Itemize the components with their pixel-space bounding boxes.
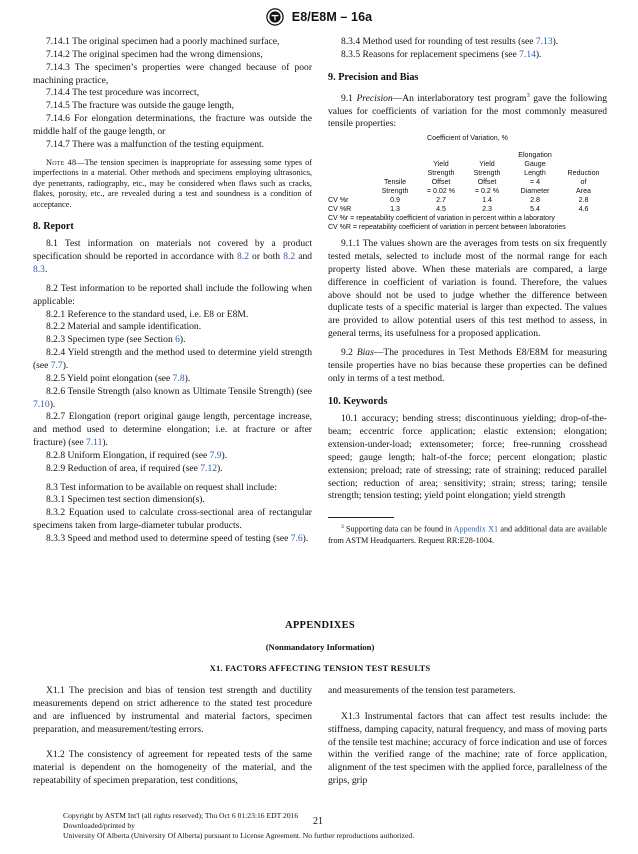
appendix-subtitle: (Nonmandatory Information) <box>265 642 375 652</box>
note-label: Note 48 <box>46 157 77 167</box>
table-footnote: CV %R = repeatability coefficient of variation in percent between laboratories <box>328 224 566 232</box>
section-10-heading: 10. Keywords <box>328 395 388 407</box>
table-cell: 0.9 <box>390 196 400 205</box>
list-item: 7.14.3 The specimen’s properties were changed because of poor machining practice, <box>33 61 312 86</box>
paragraph-8-2-1: 8.2.1 Reference to the standard used, i.e. E8 or E8M. <box>46 308 249 320</box>
paragraph-8-3-3: 8.3.3 Speed and method used to determine speed of testing (see 7.6). <box>46 532 309 544</box>
table-cell: 2.8 <box>578 196 589 205</box>
astm-logo-icon <box>266 8 284 26</box>
table-cell: 4.5 <box>436 205 446 214</box>
paragraph-10-1: 10.1 accuracy; bending stress; discontinuous yielding; drop-of-the-beam; eccentric force application; elastic extension; elongation; extension-under-load; extensometer; force; free-running crosshead speed; gauge length; halt-of-the force; percent elongation; plastic extension; preload; rate of stressing; rate of straining; reduced parallel section; reduction of area; sensitivity; strain; stress; taring; tensile strength; tension testing; yield point elongation; yield strength <box>328 413 607 502</box>
list-item: 7.14.1 The original specimen had a poorly machined surface, <box>46 36 280 47</box>
table-header-cell: Elongation Gauge Length = 4 Diameter <box>518 151 552 196</box>
download-line: Downloaded/printed by <box>63 820 135 830</box>
appendix-title: APPENDIXES <box>284 620 356 631</box>
table-grid <box>328 151 607 214</box>
appendix-heading-block <box>33 620 607 673</box>
paragraph-8-2-2: 8.2.2 Material and sample identification. <box>46 321 202 333</box>
table-header-cell: Tensile Strength <box>381 178 409 196</box>
right-column <box>328 36 607 546</box>
list-item: 7.14.6 For elongation determinations, the fracture was outside the middle half of the gauge length, or <box>33 113 312 137</box>
paragraph-x1-3: X1.3 Instrumental factors that can affect test results include: the stiffness, damping capacity, natural frequency, and mass of moving parts of the tensile test machine; accuracy of force indication and use of forces within the verified range of the machine; rate of force application, alignment of the test specimen with the applied force, parallelness of the grips, grip <box>328 710 607 787</box>
table-cell: 1.3 <box>390 205 400 214</box>
table-header-cell: Yield Strength Offset = 0.02 % <box>426 160 456 196</box>
page-footer <box>63 811 543 840</box>
table-header-cell <box>328 151 372 196</box>
note-text: —The tension specimen is inappropriate for assessing some types of imperfections in a material. Other methods and specimens employing ultrasonics, dye penetrants, radiography, etc., may be considered when flaws such as cracks, flakes, porosity, etc., are revealed during a test and soundness is a condition of acceptance. <box>33 157 312 209</box>
xref-link[interactable]: 8.2 <box>283 251 296 263</box>
paragraph-9-2: 9.2 Bias—The procedures in Test Methods E8/E8M for measuring tensile properties have no bias because these properties can be defined only in terms of a test method. <box>328 346 607 384</box>
paragraph-8-2-7: 8.2.7 Elongation (report original gauge length, percentage increase, and method used to determine elongation; i.e. at fracture or after fracture) (see 7.11). <box>33 411 312 449</box>
xref-link[interactable]: 8.3 <box>33 264 45 276</box>
paragraph-8-2-6: 8.2.6 Tensile Strength (also known as Ultimate Tensile Strength) (see 7.10). <box>33 385 312 410</box>
xref-link[interactable]: 6 <box>175 334 180 346</box>
xref-link[interactable]: 7.9 <box>209 449 222 461</box>
xref-link[interactable]: 7.12 <box>200 462 217 474</box>
license-line: University Of Alberta (University Of Alberta) pursuant to License Agreement. No further reproductions authorized. <box>63 830 415 840</box>
paragraph-8-3-2: 8.3.2 Equation used to calculate cross-sectional area of rectangular specimens taken from large-diameter tubular products. <box>33 507 312 532</box>
paragraph-x1-1: X1.1 The precision and bias of tension test strength and ductility measurements depend on strict adherence to the stated test procedure and are influenced by instrumental and material factors, specimen preparation, and measurement/testing errors. <box>33 685 312 735</box>
xref-link[interactable]: 8.2 <box>237 251 249 263</box>
table-cell: 4.6 <box>578 205 589 214</box>
footnote-3: $^3$ Supporting data can be found in Appendix X1 and additional data are available from ASTM Headquarters. Request RR:E28-1004. <box>328 524 608 545</box>
appendix-right-column <box>328 685 607 788</box>
copyright-line: Copyright by ASTM Int'l (all rights reserved); Thu Oct 6 01:23:16 EDT 2016 <box>63 811 299 820</box>
paragraph-8-2-8: 8.2.8 Uniform Elongation, if required (see 7.9). <box>46 449 228 461</box>
coefficient-of-variation-table <box>328 134 607 232</box>
page-header <box>0 8 638 26</box>
paragraph-9-1: 9.1 Precision—An interlaboratory test program$^3$ gave the following values for coefficients of variation for the most commonly measured tensile properties: <box>328 92 607 130</box>
table-header-cell: Reduction of Area <box>567 169 600 196</box>
note-48 <box>33 158 312 211</box>
paragraph-x1-2-continued: and measurements of the tension test parameters. <box>328 685 516 696</box>
paragraph-8-2-3: 8.2.3 Specimen type (see Section 6). <box>46 334 186 346</box>
paragraph-8-3: 8.3 Test information to be available on request shall include: <box>46 481 277 493</box>
table-header-cell: Yield Strength Offset = 0.2 % <box>473 160 501 196</box>
xref-link[interactable]: 7.8 <box>172 372 185 384</box>
xref-link[interactable]: 7.11 <box>86 437 103 449</box>
appendix-left-column <box>33 685 312 788</box>
xref-link[interactable]: 7.10 <box>33 398 50 410</box>
paragraph-8-3-1: 8.3.1 Specimen test section dimension(s). <box>46 494 205 506</box>
list-item: 7.14.7 There was a malfunction of the testing equipment. <box>46 138 265 150</box>
list-item: 7.14.5 The fracture was outside the gauge length, <box>46 100 235 112</box>
paragraph-x1-2: X1.2 The consistency of agreement for repeated tests of the same material is dependent on the homogeneity of the material, and the repeatability of specimen preparation, test conditions, <box>33 749 312 787</box>
left-column <box>33 36 312 546</box>
xref-link[interactable]: 7.13 <box>535 36 553 47</box>
page-number: 21 <box>313 816 323 827</box>
table-cell: 2.8 <box>530 196 540 205</box>
paragraph-9-1-1: 9.1.1 The values shown are the averages from tests on six frequently tested metals, selected to include most of the normal range for each property listed above. When these materials are compared, a large difference in coefficient of variation is found. Therefore, the values above should not be used to judge whether the difference between duplicate tests of a specific material is larger than expected. The values are provided to allow potential users of this test method to assess, in general terms, its usefulness for a proposed application. <box>328 238 607 340</box>
table-row-label: CV %r <box>328 196 349 205</box>
paragraph-8-3-4: 8.3.4 Method used for rounding of test results (see 7.13). <box>341 36 559 47</box>
footnote-divider <box>328 517 394 518</box>
table-cell: 2.7 <box>436 196 446 205</box>
document-id: E8/E8M – 16a <box>291 10 373 25</box>
table-row-label: CV %R <box>328 205 352 214</box>
table-footnote: CV %r = repeatability coefficient of variation in percent within a laboratory <box>328 215 555 223</box>
paragraph-8-2: 8.2 Test information to be reported shall include the following when applicable: <box>33 282 312 307</box>
xref-link[interactable]: 7.7 <box>50 360 63 371</box>
table-cell: 1.4 <box>482 196 492 205</box>
section-9-heading: 9. Precision and Bias <box>328 71 419 83</box>
paragraph-8-3-5: 8.3.5 Reasons for replacement specimens (see 7.14). <box>341 48 542 60</box>
xref-link[interactable]: Appendix X1 <box>453 525 499 534</box>
list-item: 7.14.4 The test procedure was incorrect, <box>46 87 200 99</box>
table-cell: 2.3 <box>482 205 492 214</box>
paragraph-8-2-9: 8.2.9 Reduction of area, if required (see 7.12). <box>46 462 223 474</box>
section-8-heading: 8. Report <box>33 220 74 232</box>
paragraph-8-1: 8.1 Test information on materials not covered by a product specification should be reported in accordance with 8.2 or both 8.2 and 8.3. <box>33 238 313 276</box>
xref-link[interactable]: 7.6 <box>290 532 303 544</box>
paragraph-8-2-5: 8.2.5 Yield point elongation (see 7.8). <box>46 372 191 384</box>
list-item: 7.14.2 The original specimen had the wrong dimensions, <box>46 48 263 60</box>
xref-link[interactable]: 7.14 <box>519 48 536 60</box>
table-title: Coefficient of Variation, % <box>427 134 508 143</box>
table-cell: 5.4 <box>530 205 540 214</box>
paragraph-8-2-4: 8.2.4 Yield strength and the method used to determine yield strength (see 7.7). <box>33 347 312 371</box>
appendix-x1-title: X1. FACTORS AFFECTING TENSION TEST RESULTS <box>209 663 431 673</box>
